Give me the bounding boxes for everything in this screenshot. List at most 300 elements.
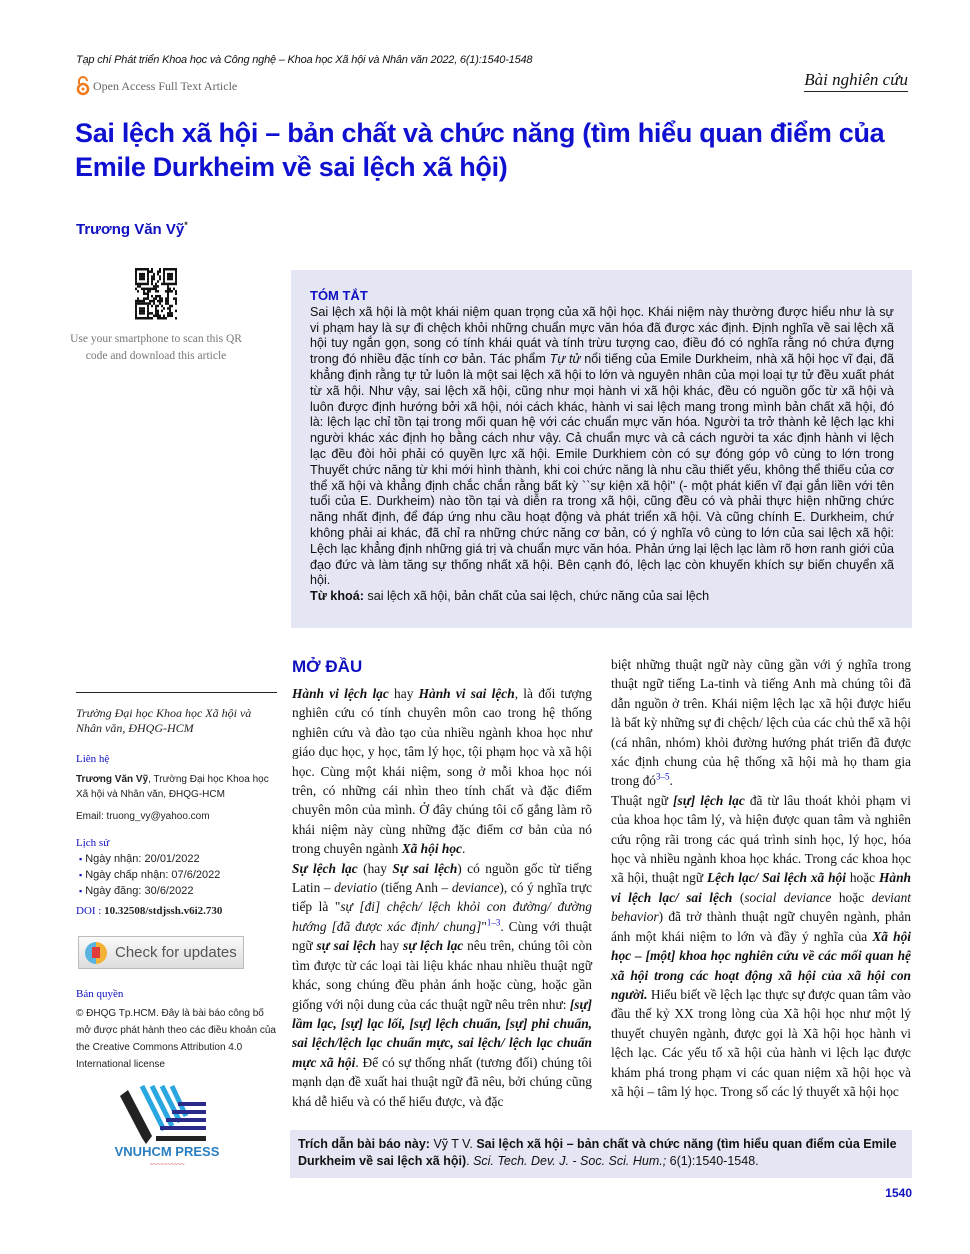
text-run: (: [732, 889, 745, 905]
qr-module: [143, 268, 145, 271]
qr-module: [147, 273, 149, 276]
text-run: deviance: [451, 880, 500, 896]
qr-module: [141, 300, 143, 303]
qr-module: [145, 293, 147, 296]
qr-module: [139, 278, 141, 281]
qr-module: [175, 283, 177, 286]
qr-module: [175, 280, 177, 283]
qr-module: [175, 317, 177, 320]
copyright-block: [76, 986, 277, 1073]
contact-email[interactable]: Email: truong_vy@yahoo.com: [76, 811, 210, 822]
qr-module: [175, 290, 177, 293]
text-run: Tự tử: [549, 352, 581, 367]
qr-module: [153, 300, 155, 303]
qr-module: [163, 280, 165, 283]
qr-module: [149, 288, 151, 291]
qr-module: [167, 285, 169, 288]
qr-module: [145, 317, 147, 320]
text-run: . Để có sự thống nhất (tương đối) chúng tôi mạnh dạn đề xuất hai thuật ngữ đã nêu, bởi chúng cũng khá dễ hiểu và có thể hiểu được, và đặc: [292, 1054, 592, 1109]
qr-module: [147, 293, 149, 296]
qr-module: [147, 310, 149, 313]
qr-module: [153, 297, 155, 300]
qr-module: [151, 312, 153, 315]
qr-module: [139, 273, 141, 276]
article-type: Bài nghiên cứu: [804, 70, 908, 92]
qr-module: [163, 275, 165, 278]
qr-module: [157, 317, 159, 320]
qr-module: [151, 317, 153, 320]
qr-module: [155, 315, 157, 318]
qr-module: [171, 305, 173, 308]
text-run: Xã hội học: [401, 841, 462, 857]
qr-module: [137, 300, 139, 303]
page-number: 1540: [885, 1186, 912, 1200]
text-run: (tiếng Anh –: [377, 880, 452, 896]
text-run: Hành vi lệch lạc/ sai lệch: [611, 870, 911, 905]
qr-module: [153, 315, 155, 318]
qr-module: [163, 315, 165, 318]
qr-module: [141, 312, 143, 315]
body-column-1: [292, 656, 592, 1111]
qr-module: [139, 283, 141, 286]
qr-module: [163, 307, 165, 310]
qr-module: [137, 290, 139, 293]
text-run: Sự lệch lạc: [292, 860, 358, 876]
text-run: ), có ý nghĩa trực tiếp là ": [292, 880, 592, 915]
qr-module: [169, 315, 171, 318]
sidebar-divider: [76, 692, 277, 693]
text-run: Vỹ T V.: [429, 1137, 477, 1151]
qr-module: [165, 290, 167, 293]
history-accepted: ▪ Ngày chấp nhận: 07/6/2022: [76, 867, 277, 883]
qr-module: [163, 317, 165, 320]
qr-module: [149, 270, 151, 273]
qr-module: [151, 270, 153, 273]
text-run: .: [461, 841, 466, 857]
qr-module: [155, 295, 157, 298]
open-access-label: [76, 76, 237, 96]
text-run: [sự] lầm lạc, [sự] lạc lối, [sự] lệch chuẩn, [sự] phi chuẩn, sai lệch/lệch lạc chuẩn mực, sai lệch/ lệch lạc chuẩn mực xã hội: [292, 996, 592, 1070]
qr-module: [171, 268, 173, 271]
qr-module: [167, 297, 169, 300]
qr-module: [153, 302, 155, 305]
doi-value[interactable]: 10.32508/stdjssh.v6i2.730: [101, 905, 223, 917]
qr-module: [153, 275, 155, 278]
qr-module: [155, 283, 157, 286]
qr-module: [159, 275, 161, 278]
text-run: , là đối tượng nghiên cứu có tính chuyên môn cao trong hệ thống nghiên cứu và đào tạo của nhiều ngành khoa học như giáo dục học, y học, tâm lý học, tội phạm học và xã hội học. Cùng một khái niệm, song ở mỗi khoa học nói trên, có những cái nhìn theo tính chất và đặc điểm chuyên môn của mình. Ở đây chúng tôi cố gắng làm rõ khái niệm này cùng những đặc điểm cơ bản của nó trong chuyên ngành: [292, 686, 592, 857]
qr-module: [135, 270, 137, 273]
qr-module: [143, 317, 145, 320]
svg-text:~~~~~~~~~~: ~~~~~~~~~~: [149, 1162, 185, 1168]
qr-module: [139, 275, 141, 278]
text-run: Hành vi sai lệch: [418, 686, 515, 701]
text-run: (hay: [357, 860, 393, 876]
qr-module: [163, 278, 165, 281]
qr-module: [143, 290, 145, 293]
qr-module: [169, 278, 171, 281]
article-title: Sai lệch xã hội – bản chất và chức năng (tìm hiểu quan điểm của Emile Durkheim về sai lệch xã hội): [75, 118, 885, 182]
qr-module: [171, 283, 173, 286]
qr-module: [147, 315, 149, 318]
qr-module: [143, 288, 145, 291]
qr-module: [169, 290, 171, 293]
history-heading: Lịch sử: [76, 837, 110, 849]
qr-module: [167, 312, 169, 315]
qr-module: [165, 297, 167, 300]
text-run: .: [466, 1154, 474, 1168]
qr-module: [135, 273, 137, 276]
qr-module: [169, 275, 171, 278]
qr-module: [151, 288, 153, 291]
vnuhcm-press-logo: [112, 1078, 222, 1170]
qr-module: [135, 300, 137, 303]
text-run: Sai lệch xã hội – bản chất và chức năng (tìm hiểu quan điểm của Emile Durkheim về sai lệch xã hội): [298, 1137, 897, 1168]
qr-module: [141, 302, 143, 305]
qr-module: [145, 268, 147, 271]
text-run: Hành vi lệch lạc: [292, 686, 389, 701]
qr-module: [169, 312, 171, 315]
qr-module: [157, 270, 159, 273]
check-for-updates-button[interactable]: [78, 936, 244, 969]
qr-module: [169, 283, 171, 286]
qr-module: [151, 268, 153, 271]
journal-header: Tạp chí Phát triển Khoa học và Công nghệ – Khoa học Xã hội và Nhân văn 2022, 6(1):1540-1548: [76, 54, 533, 66]
qr-module: [147, 288, 149, 291]
qr-module: [163, 268, 165, 271]
qr-module: [135, 310, 137, 313]
contact-heading: Liên hệ: [76, 753, 110, 765]
history-published: ▪ Ngày đăng: 30/6/2022: [76, 883, 277, 899]
qr-module: [153, 273, 155, 276]
qr-module: [139, 302, 141, 305]
qr-module: [175, 302, 177, 305]
qr-module: [153, 285, 155, 288]
qr-module: [149, 302, 151, 305]
qr-module: [169, 268, 171, 271]
reference-superscript[interactable]: 3–5: [656, 771, 670, 782]
text-run: đã từ lâu thoát khỏi phạm vi của khoa học tâm lý, và hiện được quan tâm và nghiên cứu rộng rãi trong các quá trình sinh học, lý học, hóa học và nhiều ngành khoa học khác. Trong các khoa học xã hội, thuật ngữ: [611, 792, 912, 886]
text-run: nổi tiếng của Emile Durkheim, nhà xã hội học vĩ đại, đã khẳng định rằng tự tử luôn là một sai lệch xã hội to lớn và nguyên nhân của mọi loại tự tử đều xuất phát từ xã hội. Như vậy, sai lệch xã hội, cũng như mọi hành vi xã hội khác, đều có nguồn gốc từ xã hội và luôn được định hướng bởi xã hội, nói cách khác, hành vi sai lệch mang trong mình bản chất xã hội, đó là: lệch lạc chỉ tồn tại trong mối quan hệ với các chuẩn mực văn hóa. Người ta trở thành kẻ lệch lạc khi người khác xác định họ bằng cách như vậy. Cả chuẩn mực và cả cách người ta xác định hành vi lệch lạc đều đòi hỏi phải có quyền lực xã hội. Emile Durkhiem còn có sự đóng góp vô cùng to lớn trong Thuyết chức năng từ khi mới hình thành, khi coi chức năng là nhu cầu thiết yếu, không thể thiếu của cơ thể xã hội và khẳng định chắc chắn rằng bất kỳ ``sự kiện xã hội'' (- một phát kiến vĩ đại gắn liền với tên tuổi của E. Durkheim) nào tồn tại và diễn ra trong xã hội, cũng đều có và phải thực hiện những chức năng nhất định, để đáp ứng nhu cầu hoạt động và phát triển xã hội. Và cũng chính E. Durkheim, chứ không phải ai khác, đã chỉ ra những chức năng cơ bản, có ý nghĩa vô cùng to lớn của sai lệch xã hội: Lệch lạc khẳng định những giá trị và chuẩn mực văn hóa. Phản ứng lại lệch lạc làm rõ hơn ranh giới của đạo đức và làm tăng sự thống nhất xã hội. Bên cạnh đó, lệch lạc còn khuyến khích sự biến chuyển xã hội.: [310, 352, 894, 588]
qr-module: [143, 312, 145, 315]
qr-module: [143, 278, 145, 281]
qr-module: [169, 305, 171, 308]
qr-module: [147, 270, 149, 273]
qr-module: [169, 273, 171, 276]
qr-module: [155, 290, 157, 293]
qr-module: [157, 300, 159, 303]
abstract-text: [310, 305, 894, 589]
affiliation: Trường Đại học Khoa học Xã hội và Nhân văn, ĐHQG-HCM: [76, 706, 252, 735]
check-for-updates-label: Check for updates: [115, 944, 237, 961]
qr-module: [149, 290, 151, 293]
logo-text: VNUHCM PRESS: [114, 1144, 220, 1159]
qr-module: [165, 283, 167, 286]
text-run: Hiểu biết về lệch lạc thực sự được quan tâm vào đầu thế kỷ XX trong lòng của Xã hội học như một lý thuyết chuyên ngành, được gọi là Xã hội học hành vi lệch lạc. Các yếu tố xã hội của hành vi lệch lạc được khám phá trong phạm vi các quan niệm xã hội học và xã hội – tâm lý học. Trong số các lý thuyết xã hội học: [611, 986, 911, 1099]
qr-module: [147, 275, 149, 278]
qr-module: [165, 302, 167, 305]
abstract-box: [291, 270, 912, 628]
qr-code[interactable]: [135, 268, 177, 320]
text-run: Thuật ngữ: [611, 792, 674, 808]
qr-module: [159, 297, 161, 300]
qr-module: [135, 312, 137, 315]
qr-module: [163, 273, 165, 276]
reference-superscript[interactable]: 1–3: [486, 917, 501, 928]
qr-module: [157, 312, 159, 315]
qr-module: [137, 285, 139, 288]
qr-module: [155, 285, 157, 288]
qr-module: [165, 268, 167, 271]
qr-module: [171, 290, 173, 293]
qr-module: [135, 317, 137, 320]
qr-module: [147, 312, 149, 315]
text-run: Xã hội học – [một] khoa học nghiên cứu về các mối quan hệ xã hội trong các hoạt động xã hội của xã hội con người.: [611, 928, 911, 1002]
qr-module: [151, 280, 153, 283]
qr-module: [167, 293, 169, 296]
text-run: hoặc: [845, 870, 879, 886]
text-run: .: [669, 773, 673, 789]
qr-module: [165, 300, 167, 303]
qr-module: [169, 288, 171, 291]
doi-label: DOI :: [76, 905, 102, 917]
qr-module: [141, 288, 143, 291]
qr-module: [171, 312, 173, 315]
qr-module: [159, 302, 161, 305]
qr-module: [151, 283, 153, 286]
qr-module: [157, 315, 159, 318]
open-access-icon: [76, 76, 90, 96]
qr-module: [137, 268, 139, 271]
qr-caption: Use your smartphone to scan this QR code and download this article: [70, 333, 242, 362]
qr-module: [153, 288, 155, 291]
qr-module: [135, 268, 137, 271]
qr-module: [139, 307, 141, 310]
qr-module: [161, 283, 163, 286]
crossmark-icon: [85, 942, 107, 964]
qr-module: [149, 300, 151, 303]
qr-module: [147, 317, 149, 320]
author-mark: *: [184, 220, 188, 230]
qr-module: [159, 315, 161, 318]
text-run: [sự] lệch lạc: [673, 792, 745, 808]
qr-module: [167, 288, 169, 291]
qr-module: [141, 283, 143, 286]
qr-module: [143, 273, 145, 276]
qr-module: [175, 300, 177, 303]
qr-module: [167, 307, 169, 310]
qr-module: [147, 283, 149, 286]
qr-module: [135, 305, 137, 308]
qr-module: [159, 295, 161, 298]
qr-module: [143, 275, 145, 278]
qr-module: [167, 295, 169, 298]
text-run: deviant behavior: [611, 889, 912, 925]
qr-module: [137, 283, 139, 286]
qr-module: [157, 285, 159, 288]
qr-module: [135, 302, 137, 305]
qr-module: [157, 273, 159, 276]
qr-module: [135, 278, 137, 281]
qr-module: [143, 310, 145, 313]
qr-module: [143, 293, 145, 296]
qr-module: [159, 278, 161, 281]
history-received: ▪ Ngày nhận: 20/01/2022: [76, 851, 277, 867]
text-run: social deviance: [744, 889, 832, 905]
qr-module: [145, 297, 147, 300]
qr-module: [163, 283, 165, 286]
qr-module: [155, 288, 157, 291]
text-run: hay: [376, 938, 403, 954]
text-run: . Cùng với thuật ngữ: [292, 918, 592, 954]
qr-module: [159, 268, 161, 271]
qr-module: [159, 300, 161, 303]
qr-module: [171, 278, 173, 281]
qr-module: [167, 275, 169, 278]
history-block: [76, 835, 277, 899]
qr-module: [163, 270, 165, 273]
text-run: hoặc: [831, 889, 872, 905]
qr-module: [175, 293, 177, 296]
qr-module: [139, 285, 141, 288]
body-paragraph: [611, 791, 911, 1102]
qr-module: [161, 297, 163, 300]
qr-module: [155, 310, 157, 313]
qr-module: [159, 317, 161, 320]
qr-module: [155, 307, 157, 310]
qr-module: [167, 278, 169, 281]
qr-module: [147, 307, 149, 310]
qr-module: [135, 288, 137, 291]
qr-module: [167, 315, 169, 318]
qr-module: [147, 278, 149, 281]
qr-module: [169, 307, 171, 310]
qr-module: [175, 273, 177, 276]
qr-module: [157, 305, 159, 308]
abstract-heading: TÓM TẮT: [310, 288, 368, 303]
qr-module: [167, 302, 169, 305]
qr-module: [157, 290, 159, 293]
qr-module: [175, 275, 177, 278]
text-run: ) đã trở thành thuật ngữ chuyên ngành, phản ánh một khái niệm to lớn và đầy ý nghĩa của: [611, 909, 911, 944]
qr-module: [145, 288, 147, 291]
qr-module: [141, 273, 143, 276]
qr-module: [141, 268, 143, 271]
qr-module: [159, 270, 161, 273]
text-run: sự lệch lạc: [402, 938, 464, 954]
qr-module: [147, 268, 149, 271]
qr-module: [139, 312, 141, 315]
qr-module: [161, 305, 163, 308]
qr-module: [151, 295, 153, 298]
qr-module: [171, 275, 173, 278]
qr-module: [171, 315, 173, 318]
qr-module: [173, 283, 175, 286]
qr-module: [145, 302, 147, 305]
qr-module: [155, 312, 157, 315]
qr-module: [147, 295, 149, 298]
contact-name: Trương Văn Vỹ: [76, 774, 149, 785]
qr-module: [145, 283, 147, 286]
qr-module: [151, 278, 153, 281]
qr-module: [143, 300, 145, 303]
qr-module: [141, 307, 143, 310]
qr-module: [143, 283, 145, 286]
qr-module: [167, 290, 169, 293]
qr-module: [173, 288, 175, 291]
author: [76, 220, 188, 238]
qr-module: [167, 283, 169, 286]
qr-module: [171, 273, 173, 276]
doi[interactable]: [76, 905, 277, 917]
qr-module: [157, 310, 159, 313]
citation-box: [290, 1130, 912, 1178]
keywords: [310, 589, 894, 605]
qr-module: [161, 317, 163, 320]
text-run: ": [481, 918, 487, 934]
qr-module: [135, 315, 137, 318]
qr-module: [143, 307, 145, 310]
qr-module: [175, 310, 177, 313]
text-run: Trích dẫn bài báo này:: [298, 1137, 430, 1151]
qr-module: [157, 280, 159, 283]
contact-block: [76, 752, 277, 824]
qr-module: [147, 302, 149, 305]
qr-module: [149, 312, 151, 315]
text-run: deviatio: [334, 880, 378, 896]
qr-module: [141, 317, 143, 320]
qr-module: [141, 278, 143, 281]
text-run: sự sai lệch: [316, 938, 377, 954]
qr-module: [137, 302, 139, 305]
qr-module: [153, 278, 155, 281]
text-run: ) có nguồn gốc từ tiếng Latin –: [292, 860, 592, 896]
qr-module: [139, 268, 141, 271]
text-run: biệt những thuật ngữ này cũng gần với ý nghĩa trong thuật ngữ tiếng La-tinh và tiếng Anh mà chúng tôi đã dẫn nguồn ở trên. Khái niệm lệch lạc xã hội được hiểu là bất kỳ những sự đi chệch/ lệch của các chủ thể xã hội (cá nhân, nhóm) khỏi đường hướng phát triển đã được xác định chung của hệ thống xã hội mà họ tham gia trong đó: [611, 657, 911, 789]
qr-module: [135, 307, 137, 310]
text-run: Sự sai lệch: [392, 860, 458, 876]
qr-module: [147, 290, 149, 293]
qr-module: [147, 297, 149, 300]
text-run: Lệch lạc/ Sai lệch xã hội: [706, 870, 846, 886]
text-run: nêu trên, chúng tôi còn tìm được từ các loại tài liệu khác nhau nhiều thuật ngữ khác, song chúng đều phản ánh hoặc cùng, hoặc gần giống với nội dung của các thuật ngữ nêu trên như:: [292, 938, 593, 1012]
qr-module: [155, 297, 157, 300]
qr-module: [147, 280, 149, 283]
text-run: hay: [388, 686, 419, 701]
qr-module: [155, 305, 157, 308]
open-access-text: Open Access Full Text Article: [93, 78, 238, 93]
qr-module: [143, 297, 145, 300]
qr-module: [167, 273, 169, 276]
qr-module: [141, 275, 143, 278]
body-paragraph: [292, 859, 592, 1111]
keywords-text: sai lệch xã hội, bản chất của sai lệch, chức năng của sai lệch: [363, 589, 710, 604]
qr-module: [139, 310, 141, 313]
qr-module: [175, 268, 177, 271]
qr-module: [137, 297, 139, 300]
qr-module: [135, 280, 137, 283]
keywords-label: Từ khoá:: [310, 589, 364, 604]
qr-module: [169, 310, 171, 313]
qr-module: [173, 297, 175, 300]
qr-module: [139, 317, 141, 320]
text-run: sự [đi] chệch/ lệch khỏi con đường/ đường hướng [đã được xác định/ chung]: [292, 899, 592, 934]
qr-module: [147, 305, 149, 308]
qr-module: [149, 317, 151, 320]
qr-module: [167, 268, 169, 271]
body-column-2: [611, 655, 911, 1101]
author-name: Trương Văn Vỹ: [76, 221, 185, 238]
